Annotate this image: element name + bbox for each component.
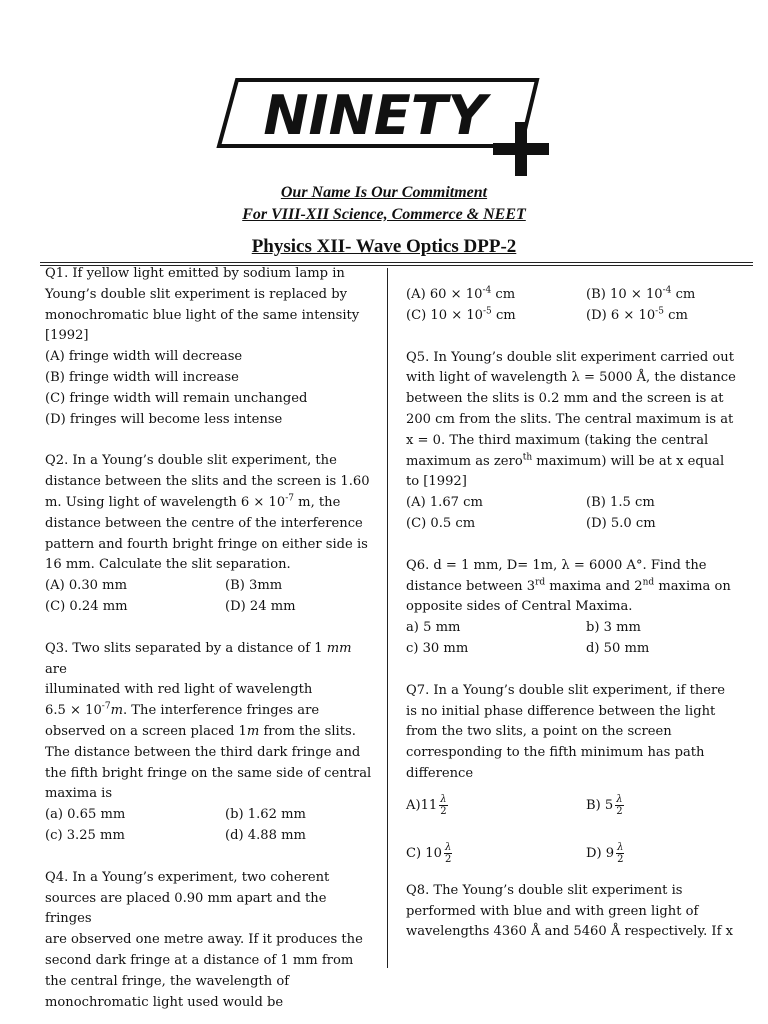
q5-option-b: (B) 1.5 cm [586, 495, 655, 511]
q4-option-c: (C) $10 \times 10^{-5}$ cm [406, 306, 516, 323]
q7-options-row-2 [406, 827, 741, 881]
q4-line: second dark fringe at a distance of 1 mm from [45, 952, 354, 968]
q1-option: (B) fringe width will increase [45, 369, 239, 385]
q3-options [45, 805, 375, 847]
q2-line: Q2. In a Young’s double slit experiment, the [45, 453, 337, 469]
q1-line: [1992] [45, 328, 89, 344]
q3-option-d: (d) 4.88 mm [225, 827, 306, 843]
q6-option-c: c) 30 mm [406, 640, 469, 656]
q6-options [406, 618, 741, 660]
q7-line: from the two slits, a point on the screen [406, 724, 672, 740]
q2-line: distance between the centre of the interference [45, 515, 363, 531]
q3-line: the fifth bright fringe on the same side of central [45, 765, 372, 781]
q3-line: The distance between the third dark fringe and [45, 744, 361, 760]
question-4 [45, 868, 375, 1014]
q1-option: (C) fringe width will remain unchanged [45, 390, 308, 406]
q7-options-row-1 [406, 785, 741, 827]
q6-line: Q6. d = 1 mm, D= 1m, λ = 6000 A°. Find the [406, 557, 707, 573]
question-5 [406, 348, 741, 535]
q3-line: observed on a screen placed 1m from the slits. [45, 723, 356, 739]
q3-line: maxima is [45, 786, 113, 802]
q1-line: monochromatic blue light of the same intensity [45, 307, 360, 323]
q4-line: sources are placed 0.90 mm apart and the fringes [45, 890, 327, 927]
q5-line: 200 cm from the slits. The central maximum is at [406, 411, 734, 427]
q1-line: Q1. If yellow light emitted by sodium lamp in [45, 266, 345, 281]
q8-line: performed with blue and with green light of [406, 903, 699, 919]
q1-option: (D) fringes will become less intense [45, 411, 283, 427]
q5-line: Q5. In Young’s double slit experiment carried out [406, 349, 734, 365]
q2-option-c: (C) 0.24 mm [45, 598, 128, 614]
q3-line: $6.5 \times 10^{-7}m$. The interference fringes are [45, 701, 320, 719]
q6-line: opposite sides of Central Maxima. [406, 599, 633, 615]
q7-line: Q7. In a Young’s double slit experiment, if there [406, 682, 726, 698]
q6-option-d: d) 50 mm [586, 640, 650, 656]
ninety-plus-logo [215, 72, 555, 182]
q7-line: is no initial phase difference between the light [406, 703, 716, 719]
q4-option-b: (B) $10 \times 10^{-4}$ cm [586, 285, 696, 302]
q7-option-d: D) 9 $\frac{\lambda}{2}$ [586, 842, 624, 866]
q3-line: illuminated with red light of wavelength [45, 682, 313, 698]
q5-line: x = 0. The third maximum (taking the central [406, 432, 709, 448]
q7-option-c: C) 10 $\frac{\lambda}{2}$ [406, 842, 452, 866]
q7-line: difference [406, 765, 474, 781]
q7-option-b: B) 5 $\frac{\lambda}{2}$ [586, 794, 623, 818]
q5-option-a: (A) 1.67 cm [406, 495, 483, 511]
right-column [406, 285, 741, 943]
q3-line: Q3. Two slits separated by a distance of 1 mm are [45, 640, 352, 677]
q2-line: 16 mm. Calculate the slit separation. [45, 557, 291, 573]
q4-line: monochromatic light used would be [45, 994, 284, 1010]
q4-line: the central fringe, the wavelength of [45, 973, 290, 989]
q7-line: corresponding to the fifth minimum has path [406, 745, 705, 761]
title-rule-top [40, 262, 753, 263]
logo-text: NINETY [263, 84, 487, 147]
page-title: Physics XII- Wave Optics DPP-2 [251, 236, 517, 257]
q2-line: m. Using light of wavelength $6 \times 10^{-7}$ m, the [45, 493, 341, 510]
q5-line: between the slits is 0.2 mm and the screen is at [406, 391, 724, 407]
q6-option-a: a) 5 mm [406, 620, 461, 636]
q5-option-c: (C) 0.5 cm [406, 515, 476, 531]
q6-line: distance between 3rd maxima and 2nd maxima on [406, 577, 731, 594]
q5-option-d: (D) 5.0 cm [586, 515, 656, 531]
q3-option-a: (a) 0.65 mm [45, 807, 126, 823]
q8-line: Q8. The Young’s double slit experiment is [406, 882, 683, 898]
left-column [45, 264, 375, 1013]
q4-line: are observed one metre away. If it produces the [45, 932, 363, 948]
question-3 [45, 639, 375, 847]
q4-options [406, 285, 741, 327]
column-divider [387, 268, 388, 968]
q4-option-d: (D) $6 \times 10^{-5}$ cm [586, 306, 688, 323]
question-6 [406, 556, 741, 660]
q2-line: distance between the slits and the screen is 1.60 [45, 474, 370, 490]
q3-option-b: (b) 1.62 mm [225, 807, 306, 823]
q4-line: Q4. In a Young’s experiment, two coherent [45, 869, 330, 885]
q2-options [45, 576, 375, 618]
tagline-courses: For VIII-XII Science, Commerce & NEET [242, 206, 526, 223]
tagline-commitment: Our Name Is Our Commitment [280, 184, 488, 201]
q2-option-b: (B) 3mm [225, 578, 283, 594]
q5-options [406, 493, 741, 535]
q1-option: (A) fringe width will decrease [45, 349, 243, 365]
q5-line: to [1992] [406, 474, 467, 490]
q5-line: with light of wavelength λ = 5000 Å, the distance [406, 370, 736, 386]
plus-horizontal [493, 143, 549, 155]
q2-option-d: (D) 24 mm [225, 598, 296, 614]
q5-line: maximum as zero$^{th}$ maximum) will be at x equal [406, 452, 725, 469]
q3-option-c: (c) 3.25 mm [45, 827, 125, 843]
q4-option-a: (A) $60 \times 10^{-4}$ cm [406, 285, 516, 302]
question-8 [406, 881, 741, 943]
q2-line: pattern and fourth bright fringe on either side is [45, 536, 368, 552]
question-2 [45, 451, 375, 617]
question-1 [45, 264, 375, 430]
q8-line: wavelengths 4360 Å and 5460 Å respectively. If x [406, 924, 733, 940]
question-7 [406, 681, 741, 881]
q2-option-a: (A) 0.30 mm [45, 578, 127, 594]
q7-option-a: A)11 $\frac{\lambda}{2}$ [406, 794, 447, 818]
q1-line: Young’s double slit experiment is replaced by [45, 286, 347, 302]
q6-option-b: b) 3 mm [586, 620, 641, 636]
